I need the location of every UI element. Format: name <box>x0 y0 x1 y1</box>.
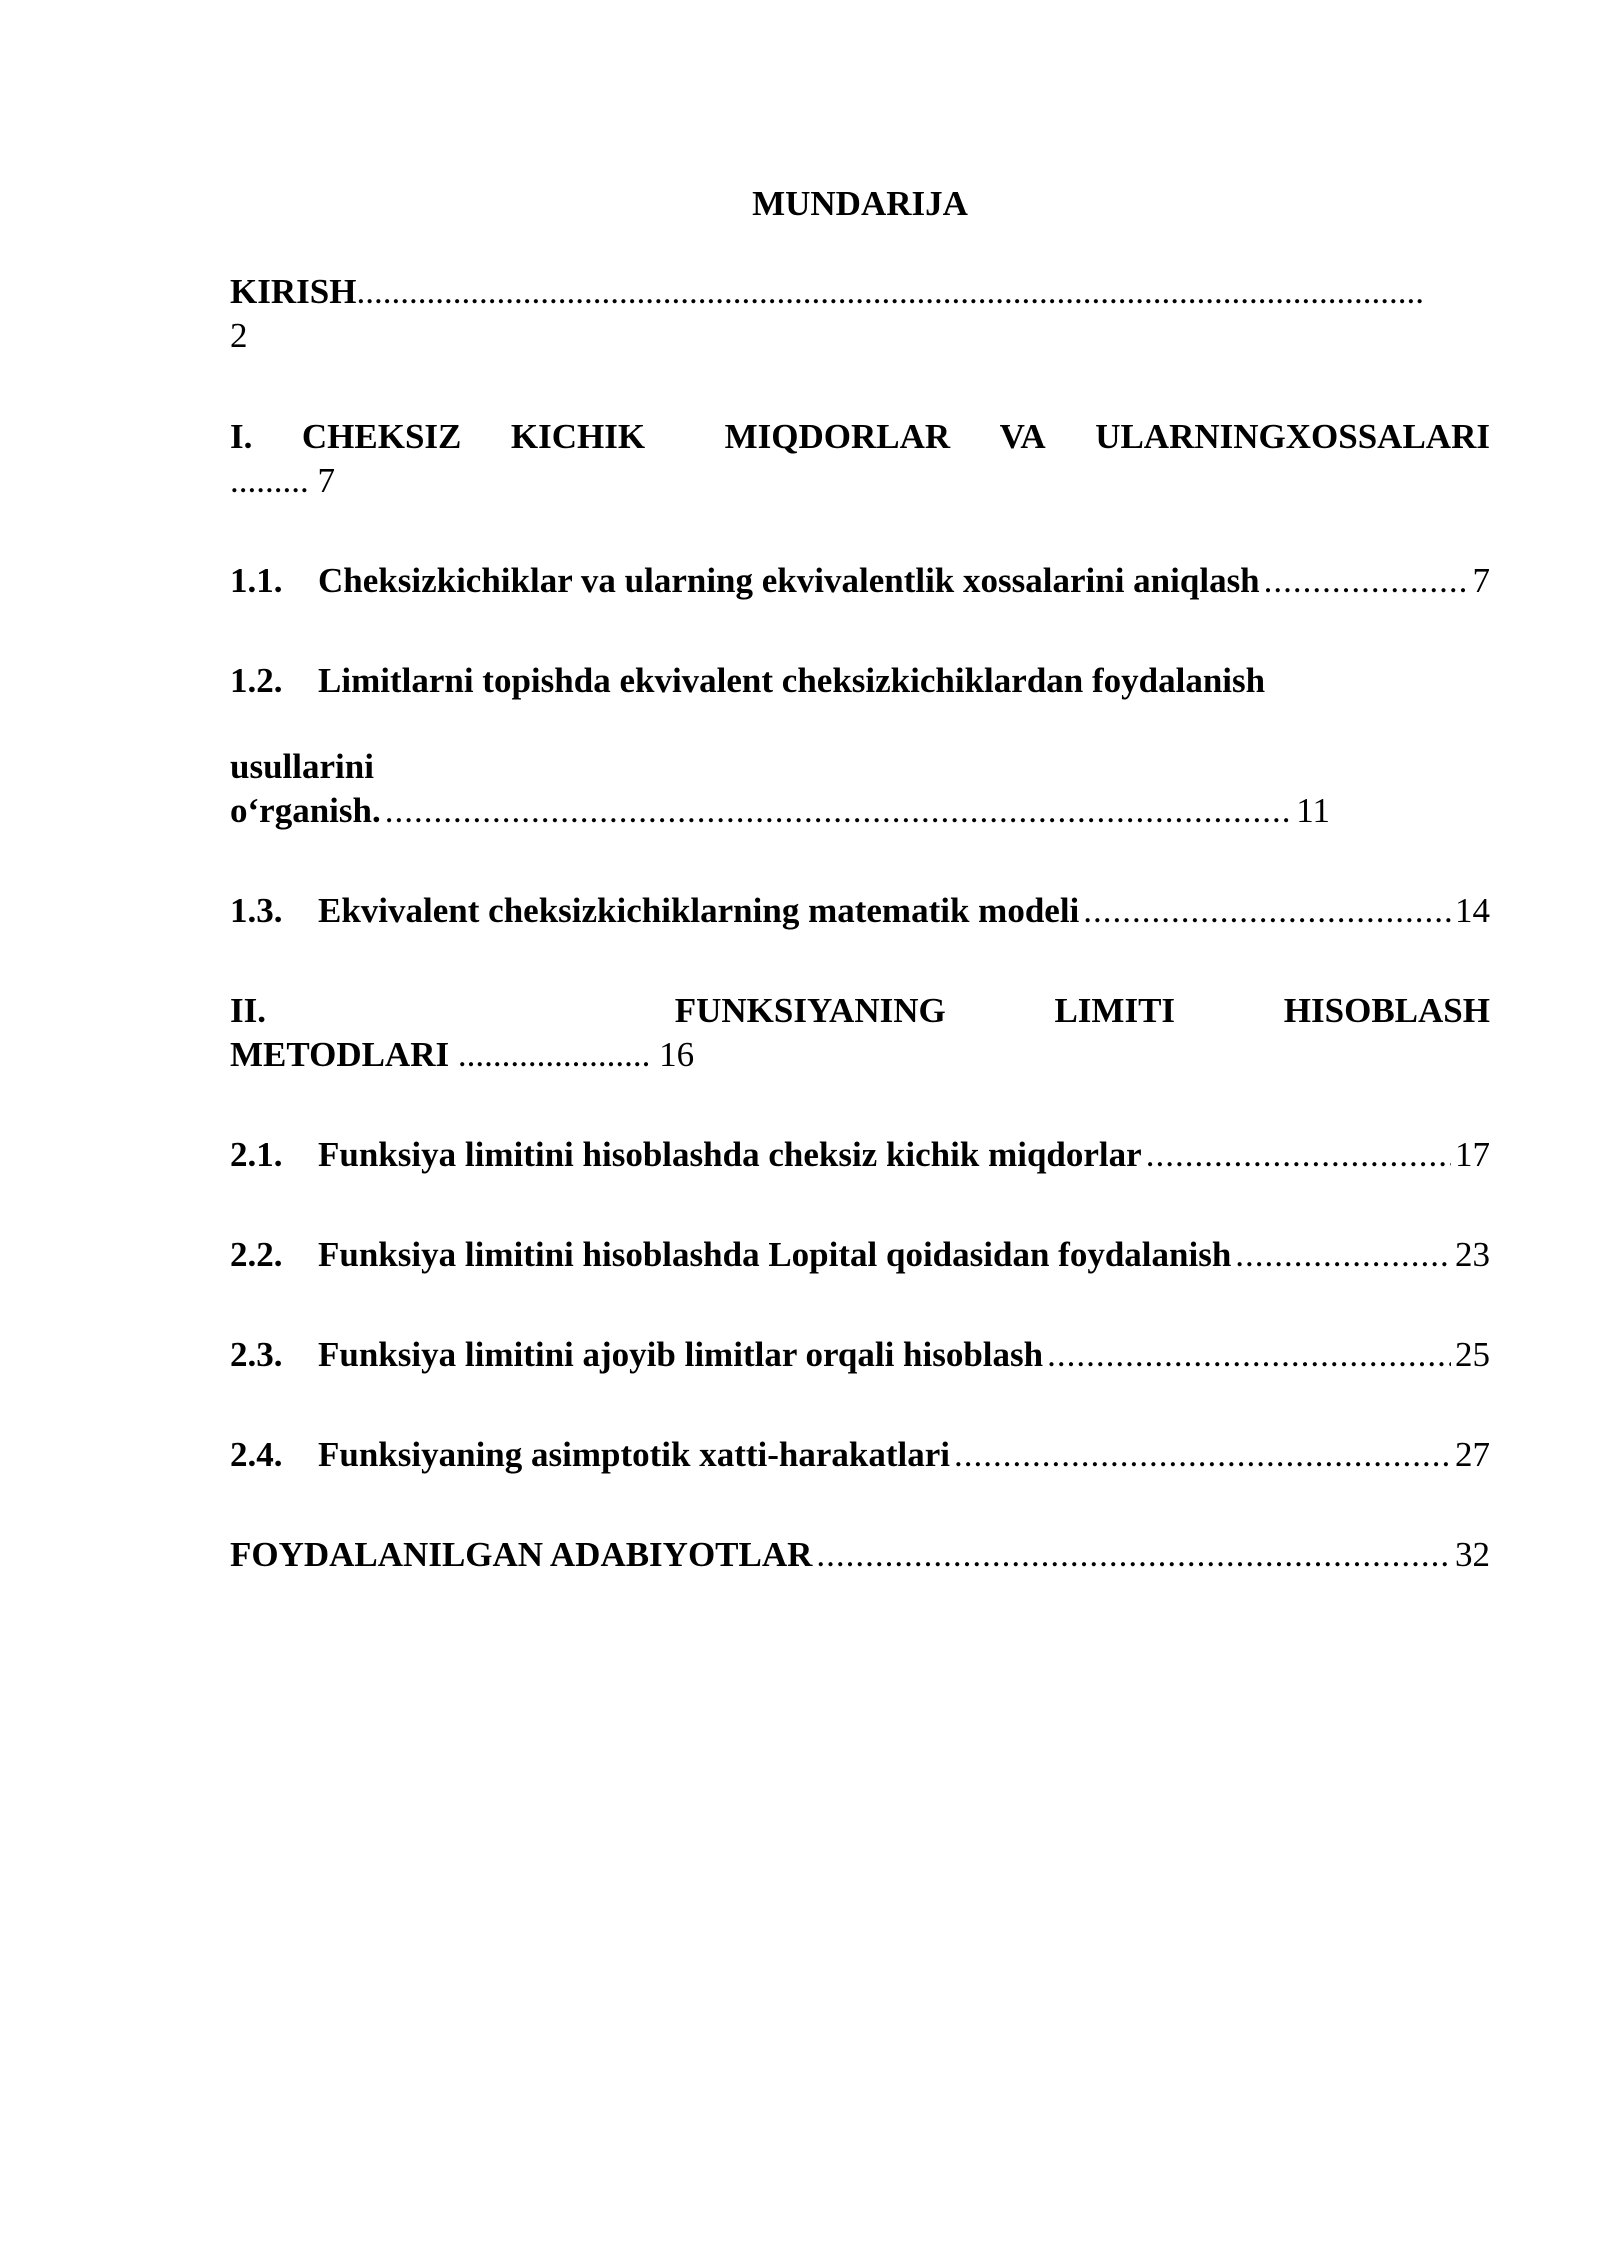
section-number: 2.3. <box>230 1335 283 1374</box>
toc-page-number: 11 <box>1296 791 1330 830</box>
toc-page-number: 7 <box>317 461 335 500</box>
toc-leader-dots <box>1235 1233 1451 1277</box>
toc-entry-2-3[interactable] <box>230 1333 1490 1377</box>
toc-leader-dots <box>816 1533 1451 1577</box>
toc-page-number: 16 <box>659 1035 695 1074</box>
toc-label: KIRISH <box>230 272 357 311</box>
heading-word: CHEKSIZ <box>301 417 462 456</box>
toc-label: Limitlarni topishda ekvivalent cheksizkichiklardan foydalanish <box>318 661 1266 700</box>
heading-word: KICHIK <box>510 417 646 456</box>
page-title: MUNDARIJA <box>752 184 968 223</box>
toc-entry-kirish[interactable] <box>230 270 1490 358</box>
toc-entry-2-1[interactable] <box>230 1133 1490 1177</box>
toc-page-number: 7 <box>1472 561 1490 600</box>
toc-entry-2-4[interactable] <box>230 1433 1490 1477</box>
heading-word: VA <box>999 417 1046 456</box>
toc-page-number: 27 <box>1455 1435 1490 1474</box>
toc-entry-1-3[interactable] <box>230 889 1490 933</box>
chapter-number: I. <box>230 417 253 456</box>
section-number: 2.1. <box>230 1135 283 1174</box>
section-number: 2.4. <box>230 1435 283 1474</box>
heading-word: LIMITI <box>1054 991 1176 1030</box>
toc-entry-references[interactable] <box>230 1533 1490 1577</box>
toc-leader-dots <box>1264 559 1469 603</box>
toc-label: Funksiyaning asimptotik xatti-harakatlari <box>318 1435 951 1474</box>
toc-leader-dots: ......... <box>230 461 309 500</box>
toc-label: o‘rganish. <box>230 791 381 830</box>
toc-label: Funksiya limitini hisoblashda cheksiz kichik miqdorlar <box>318 1135 1142 1174</box>
toc-chapter-heading <box>230 415 1490 459</box>
toc-entry-2-2[interactable] <box>230 1233 1490 1277</box>
toc-page-number: 25 <box>1455 1335 1490 1374</box>
heading-word: MIQDORLAR <box>724 417 951 456</box>
toc-label: Funksiya limitini ajoyib limitlar orqali hisoblash <box>318 1335 1044 1374</box>
toc-leader-dots <box>385 789 1293 833</box>
toc-page-number: 2 <box>230 316 248 355</box>
toc-label: usullarini <box>230 747 374 786</box>
toc-leader-dots: ...................... <box>457 1035 651 1074</box>
heading-word: ULARNINGXOSSALARI <box>1095 417 1490 456</box>
toc-entry-chapter-2[interactable] <box>230 989 1490 1077</box>
section-number: 1.2. <box>230 661 283 700</box>
toc-leader-dots <box>1083 889 1451 933</box>
toc-label: FOYDALANILGAN ADABIYOTLAR <box>230 1535 813 1574</box>
section-number: 1.3. <box>230 891 283 930</box>
toc-label: Funksiya limitini hisoblashda Lopital qoidasidan foydalanish <box>318 1235 1232 1274</box>
toc-entry-1-2[interactable] <box>230 659 1490 703</box>
toc-leader-dots: .......................................................................................................................... <box>356 272 1424 311</box>
toc-page-number: 17 <box>1455 1135 1490 1174</box>
toc-label: Cheksizkichiklar va ularning ekvivalentlik xossalarini aniqlash <box>318 561 1260 600</box>
toc-page-number: 14 <box>1455 891 1490 930</box>
toc-page-number: 32 <box>1455 1535 1490 1574</box>
toc-label: Ekvivalent cheksizkichiklarning matematik modeli <box>318 891 1080 930</box>
toc-entry-1-2-continued[interactable] <box>230 745 1330 833</box>
toc-chapter-heading <box>230 989 1490 1033</box>
toc-label: METODLARI <box>230 1035 450 1074</box>
heading-word: HISOBLASH <box>1283 991 1490 1030</box>
section-number: 2.2. <box>230 1235 283 1274</box>
chapter-number: II. <box>230 991 266 1030</box>
toc-entry-1-1[interactable] <box>230 559 1490 603</box>
toc-leader-dots <box>1146 1133 1451 1177</box>
heading-word: FUNKSIYANING <box>674 991 946 1030</box>
section-number: 1.1. <box>230 561 283 600</box>
toc-entry-chapter-1[interactable] <box>230 415 1490 503</box>
toc-leader-dots <box>1047 1333 1451 1377</box>
toc-leader-dots <box>954 1433 1451 1477</box>
toc-page-number: 23 <box>1455 1235 1490 1274</box>
